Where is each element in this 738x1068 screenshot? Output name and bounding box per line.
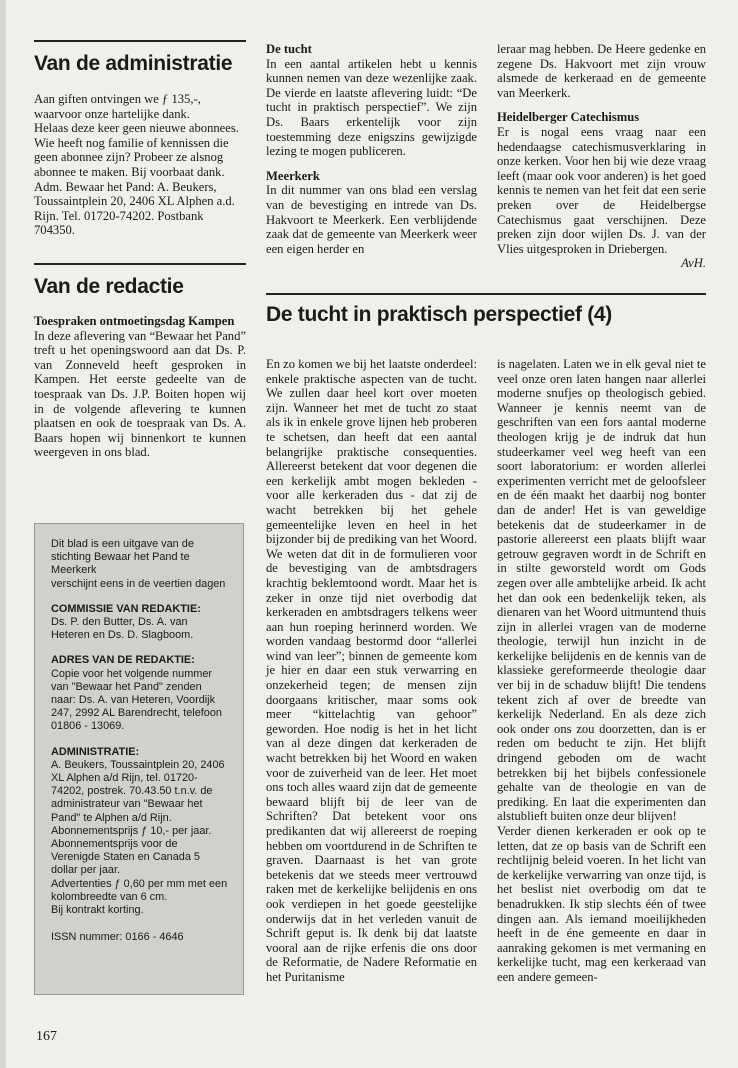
administratie-body (34, 92, 246, 238)
administratie-title: Van de administratie (34, 52, 233, 75)
adres-heading: ADRES VAN DE REDAKTIE: (51, 654, 195, 667)
administratie-paragraph: Adm. Bewaar het Pand: A. Beukers, Toussaintplein 20, 2406 XL Alphen a.d. Rijn. Tel. 01720-74202. Postbank 704350. (34, 179, 235, 238)
colophon-intro: Dit blad is een uitgave van de stichting Bewaar het Pand te Meerkerk (51, 538, 194, 577)
commissie-text: Ds. P. den Butter, Ds. A. van Heteren en Ds. D. Slagboom. (51, 616, 194, 642)
colophon-box (34, 523, 244, 995)
editor-signature: AvH. (681, 256, 706, 271)
redactie-rule (34, 263, 246, 265)
colophon-frequency: verschijnt eens in de veertien dagen (51, 577, 226, 590)
issn-number: ISSN nummer: 0166 - 4646 (51, 931, 184, 944)
administratie-heading: ADMINISTRATIE: (51, 745, 140, 758)
redactie-title: Van de redactie (34, 275, 184, 298)
heidelberger-text: Er is nogal eens vraag naar een hedendaagse catechismusverklaring in onze kerken. Voor hen bij wie deze vraag leeft (maar ook voor anderen) is het goed kennis te nemen van het feit dat een serie preken over de Heidelbergse Catechismus gaat verschijnen. Deze preken zijn door wijlen Ds. J. van der Vlies uitgesproken in Driebergen. (497, 124, 706, 256)
administratie-paragraph: Aan giften ontvingen we ƒ 135,-, waarvoor onze hartelijke dank. (34, 92, 201, 121)
meerkerk-heading: Meerkerk (266, 168, 320, 183)
tucht-text: In een aantal artikelen hebt u kennis kunnen nemen van deze wezenlijke zaak. De vierde en laatste aflevering luidt: “De tucht in praktisch perspectief”. We zijn Ds. Baars erkentelijk voor zijn toestemming deze enigszins gewijzigde lezing te mogen publiceren. (266, 56, 477, 159)
contract-discount: Bij kontrakt korting. (51, 904, 144, 917)
notes-middle (266, 42, 477, 256)
adres-text: Copie voor het volgende nummer van "Bewaar het Pand" zenden naar: Ds. A. van Heteren, Voordijk 247, 2992 AL Barendrecht, telefoon 01806 - 13069. (51, 667, 222, 733)
page-number: 167 (36, 1029, 57, 1044)
redactie-body (34, 314, 246, 460)
article-rule (266, 293, 706, 295)
meerkerk-text: In dit nummer van ons blad een verslag van de bevestiging en intrede van Ds. Hakvoort te Meerkerk. Een verblijdende zaak dat de gemeente van Meerkerk weer een eigen herder en (266, 183, 477, 256)
commissie-heading: COMMISSIE VAN REDAKTIE: (51, 602, 201, 615)
article-paragraph: is nagelaten. Laten we in elk geval niet te veel onze oren laten hangen naar allerlei moderne snufjes op theologisch gebied. Wanneer je kennis neemt van de geschriften van een fors aantal moderne theologen krijg je de indruk dat hun studeerkamer veel weg heeft van een soort laboratorium: er worden allerlei experimenten verricht met de geloofsleer en de één maakt het daarbij nog bonter dan de ander! Het is van geweldige betekenis dat de studeerkamer in de pastorie allereerst een plaats blijft waar getrouw gegraven wordt in de Schrift en in stilte geworsteld wordt om Gods zegen over alle ambtelijke arbeid. Ik acht het dan ook een bedenkelijk teken, als dienaren van het Woord uitmuntend thuis zijn in allerlei vragen van de moderne theologie, terwijl hun inzicht in de kerkelijke belijdenis en de kennis van de klassieke gereformeerde theologie daar ver bij in de schaduw blijft! Die tendens tekent zich af over de breedte van kerkelijk Nederland. En als deze zich ook onder ons zou doorzetten, dan is er reden om beducht te zijn. Het blijft dringend geboden om de wacht betrekken bij het bijbels confessionele gehalte van de theologie en van de prediking. En laat die experimenten dan alstublieft buiten onze deur blijven! (497, 357, 706, 824)
redactie-text: In deze aflevering van “Bewaar het Pand” treft u het openingswoord aan dat Ds. P. van Zonneveld heeft gesproken in Kampen. Het eerste gedeelte van de toespraak van Ds. J.P. Boiten hopen wij in de volgende aflevering te kunnen plaatsen en ook de toespraak van Ds. A. Baars hopen wij binnenkort te kunnen weergeven in ons blad. (34, 328, 246, 460)
redactie-subheading: Toespraken ontmoetingsdag Kampen (34, 314, 235, 328)
price-nl: Abonnementsprijs ƒ 10,- per jaar. (51, 824, 212, 837)
scan-edge (0, 0, 6, 1068)
top-rule-left (34, 40, 246, 42)
administratie-paragraph: Helaas deze keer geen nieuwe abonnees. Wie heeft nog familie of kennissen die geen abonnee zijn? Probeer ze alsnog abonnee te maken. Bij voorbaat dank. (34, 121, 239, 179)
heidelberger-heading: Heidelberger Catechismus (497, 110, 640, 125)
meerkerk-continued: leraar mag hebben. De Heere gedenke en zegene Ds. Hakvoort met zijn vrouw alsmede de kerkeraad en de gemeente van Meerkerk. (497, 42, 706, 100)
article-column-2 (497, 357, 706, 985)
article-paragraph: En zo komen we bij het laatste onderdeel: enkele praktische aspecten van de tucht. We zullen daar heel kort over moeten zijn. Wanneer het met de tucht zo staat als ik in enkele grove lijnen heb proberen te schetsen, dan heeft dat een aantal belangrijke praktische consequenties. Allereerst betekent dat voor degenen die een kerkelijk ambt mogen bekleden - voor alle kerkeraden dus - dat zij de wacht betrekken bij het gehele gemeentelijke leven en heel in het bijzonder bij de prediking van het Woord. We weten dat dit in de formulieren voor de bevestiging van de ambtsdragers krachtig beklemtoond wordt. Maar het is zeker in onze tijd niet overbodig dat kerkeraden en ambtsdragers telkens weer aan hun roeping herinnerd worden. We worden vandaag bestormd door “allerlei wind van leer”; binnen de gemeente kom je hier en daar een stuk verwarring en onzekerheid tegen; de mensen zijn doorgaans kritischer, maar soms ook meer “kittelachtig van gehoor” geworden. Hoe nodig is het in het licht van al deze dingen dat kerkeraden de wacht betrekken bij het Woord en waken voor de zuiverheid van de leer. Het moet ons toch alles waard zijn dat de gemeente bewaard blijft bij de leer van de Schriften? Dat betekent voor ons predikanten dat wij allereerst de roeping hebben om voortdurend in de Schriften te graven. Daarnaast is het van grote betekenis dat we steeds meer vertrouwd raken met de kerkelijke belijdenis en ons ook verdiepen in het goede geestelijke onderwijs dat in het verleden vanuit de Schrift geput is. Ik denk bij dat laatste vooral aan de rijke erfenis die ons door de Reformatie, de Nadere Reformatie en het Puritanisme (266, 357, 477, 984)
article-paragraph: Verder dienen kerkeraden er ook op te letten, dat ze op basis van de Schrift een rechtlijnig beleid voeren. In het licht van de kerkelijke verwarring van onze tijd, is het beslist niet overbodig om dat te benadrukken. Ik stip slechts één of twee dingen aan. Als iemand moeilijkheden heeft in de éne gemeente en daar in aanraking gekomen is met vermaning en kerkelijke tucht, mag een kerkeraad van een andere gemeen- (497, 824, 706, 984)
administratie-address: A. Beukers, Toussaintplein 20, 2406 XL Alphen a/d Rijn, tel. 01720-74202, postrek. 70.43.50 t.n.v. de administrateur van "Bewaar het Pand" te Alphen a/d Rijn. (51, 758, 225, 824)
ads-price: Advertenties ƒ 0,60 per mm met een kolombreedte van 6 cm. (51, 877, 228, 903)
article-title: De tucht in praktisch perspectief (4) (266, 303, 612, 326)
price-abroad: Abonnementsprijs voor de Verenigde Staten en Canada 5 dollar per jaar. (51, 838, 200, 877)
article-column-1 (266, 357, 477, 985)
tucht-heading: De tucht (266, 42, 312, 56)
notes-right (497, 42, 706, 271)
